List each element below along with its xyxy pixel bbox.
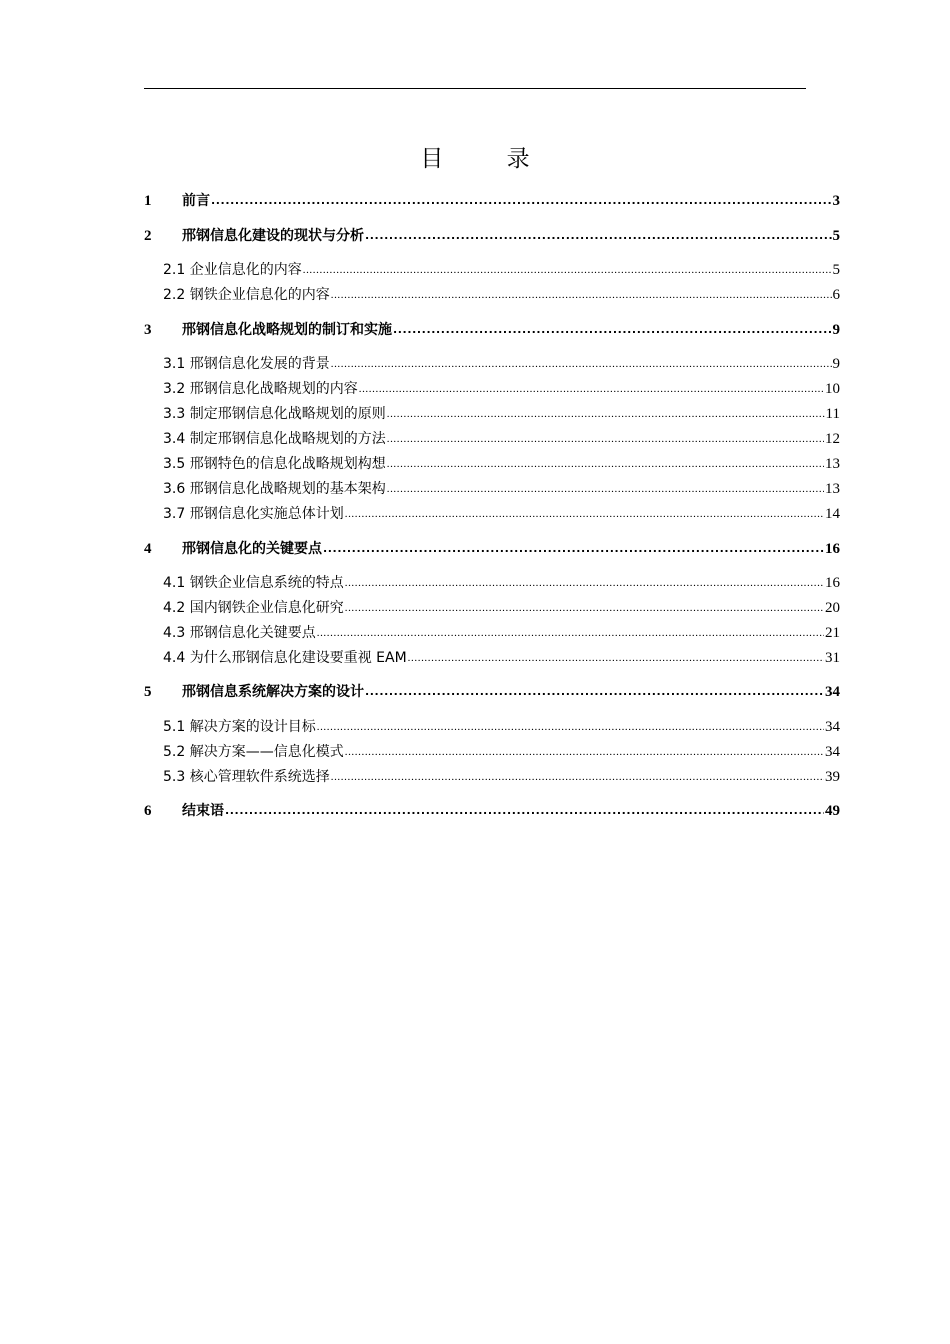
toc-entry-label: 4.4 为什么邢钢信息化建设要重视 EAM [163,650,407,666]
toc-entry-label: 4.3 邢钢信息化关键要点 [163,625,316,641]
toc-entry-label: 5.3 核心管理软件系统选择 [163,769,330,785]
toc-entry-page: 34 [825,719,840,735]
toc-entry-4-1[interactable] [144,572,840,594]
toc-entry-5-2[interactable] [144,741,840,763]
dot-leader [331,353,832,375]
toc-entry-label: 3.6 邢钢信息化战略规划的基本架构 [163,481,386,497]
dot-leader [365,681,824,703]
toc-entry-3-6[interactable] [144,478,840,500]
toc-entry-4[interactable] [144,538,840,560]
dot-leader [303,259,832,281]
dot-leader [345,597,824,619]
dot-leader [387,453,824,475]
toc-entry-label: 邢钢信息化建设的现状与分析 [182,228,364,244]
dot-leader [408,647,824,669]
toc-entry-3-3[interactable] [144,403,840,425]
toc-entry-label: 3.4 制定邢钢信息化战略规划的方法 [163,431,386,447]
toc-entry-3-4[interactable] [144,428,840,450]
toc-entry-label: 4.2 国内钢铁企业信息化研究 [163,600,344,616]
toc-entry-page: 10 [825,381,840,397]
toc-entry-label: 3.5 邢钢特色的信息化战略规划构想 [163,456,386,472]
toc-entry-5[interactable] [144,681,840,703]
toc-entry-page: 13 [825,481,840,497]
toc-entry-label: 3.7 邢钢信息化实施总体计划 [163,506,344,522]
toc-entry-3-7[interactable] [144,503,840,525]
toc-entry-4-2[interactable] [144,597,840,619]
toc-entry-page: 5 [832,228,840,244]
dot-leader [393,319,832,341]
toc-entry-page: 31 [825,650,840,666]
toc-entry-3[interactable] [144,319,840,341]
toc-entry-number: 2 [144,228,152,244]
toc-entry-3-2[interactable] [144,378,840,400]
toc-entry-page: 39 [825,769,840,785]
toc-entry-number: 5 [144,684,152,700]
toc-entry-label: 3.3 制定邢钢信息化战略规划的原则 [163,406,386,422]
dot-leader [317,622,824,644]
dot-leader [345,503,824,525]
toc-entry-5-1[interactable] [144,716,840,738]
toc-entry-page: 11 [825,406,840,422]
toc-entry-5-3[interactable] [144,766,840,788]
toc-entry-page: 34 [825,684,840,700]
toc-entry-page: 49 [825,803,840,819]
toc-title: 目 录 [420,146,558,172]
toc-entry-page: 6 [832,287,840,303]
toc-entry-page: 5 [832,262,840,278]
toc-entry-page: 14 [825,506,840,522]
dot-leader [323,538,824,560]
toc-entry-6[interactable] [144,800,840,822]
toc-entry-page: 20 [825,600,840,616]
toc-entry-label: 结束语 [182,803,224,819]
toc-entry-page: 9 [832,356,840,372]
toc-entry-4-4[interactable] [144,647,840,669]
toc-entry-number: 1 [144,193,152,209]
toc-entry-page: 16 [825,541,840,557]
toc-entry-page: 16 [825,575,840,591]
toc-entry-label: 前言 [182,193,210,209]
toc-entry-label: 3.1 邢钢信息化发展的背景 [163,356,330,372]
toc-entry-number: 4 [144,541,152,557]
toc-entry-label: 邢钢信息系统解决方案的设计 [182,684,364,700]
toc-entry-3-5[interactable] [144,453,840,475]
dot-leader [317,716,824,738]
toc-entry-1[interactable] [144,190,840,212]
toc-entry-page: 12 [825,431,840,447]
toc-entry-label: 5.1 解决方案的设计目标 [163,719,316,735]
toc-entry-page: 21 [825,625,840,641]
toc-entry-label: 3.2 邢钢信息化战略规划的内容 [163,381,358,397]
dot-leader [345,741,824,763]
toc-entry-4-3[interactable] [144,622,840,644]
toc-entry-3-1[interactable] [144,353,840,375]
toc-entry-label: 5.2 解决方案——信息化模式 [163,744,344,760]
dot-leader [345,572,824,594]
toc-entry-2-2[interactable] [144,284,840,306]
toc-entry-label: 邢钢信息化的关键要点 [182,541,322,557]
toc-entry-page: 34 [825,744,840,760]
toc-entry-label: 邢钢信息化战略规划的制订和实施 [182,322,392,338]
dot-leader [331,766,824,788]
dot-leader [359,378,824,400]
dot-leader [225,800,824,822]
toc-entry-page: 9 [832,322,840,338]
toc-entry-page: 3 [832,193,840,209]
toc-entry-page: 13 [825,456,840,472]
toc-entry-2-1[interactable] [144,259,840,281]
toc-entry-number: 3 [144,322,152,338]
toc-entry-number: 6 [144,803,152,819]
toc-entry-label: 2.1 企业信息化的内容 [163,262,302,278]
dot-leader [211,190,832,212]
dot-leader [387,478,824,500]
toc-entry-2[interactable] [144,225,840,247]
dot-leader [387,428,824,450]
dot-leader [365,225,832,247]
header-rule [144,88,806,89]
toc-entry-label: 4.1 钢铁企业信息系统的特点 [163,575,344,591]
toc-entry-label: 2.2 钢铁企业信息化的内容 [163,287,330,303]
dot-leader [387,403,825,425]
dot-leader [331,284,832,306]
